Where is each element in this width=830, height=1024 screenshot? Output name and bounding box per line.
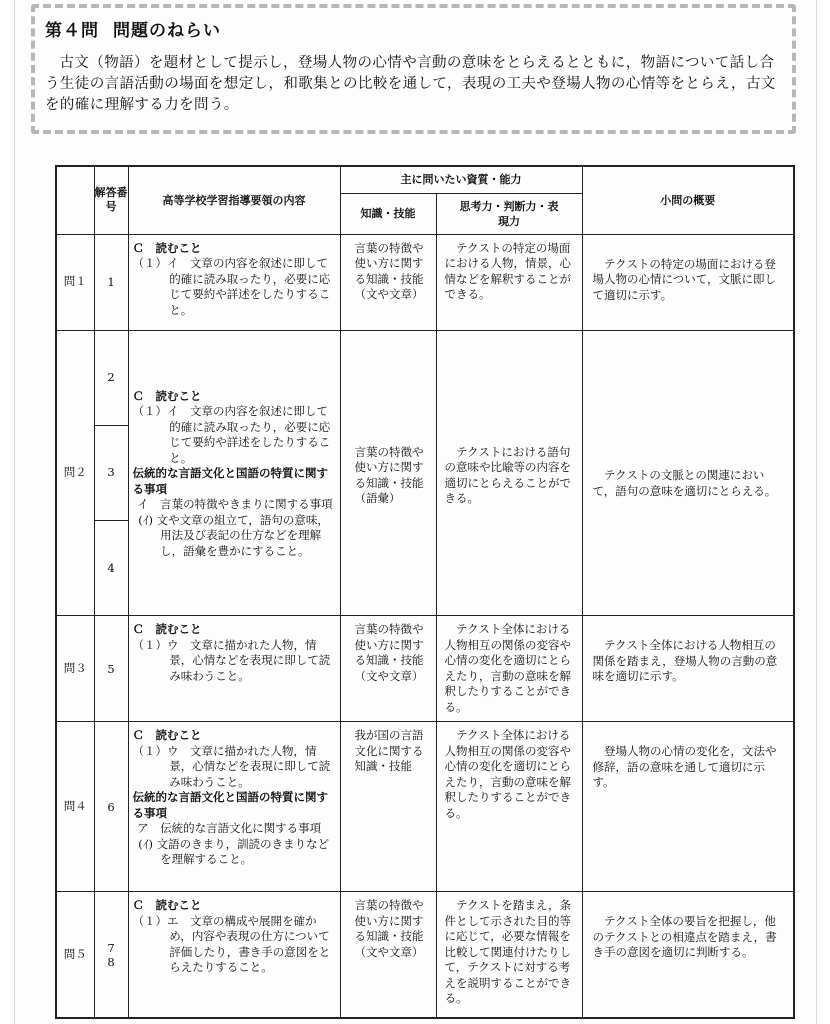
document-page [14, 0, 817, 1024]
content-item: （１）エ 文章の構成や展開を確かめ，内容や表現の仕方について評価したり，書き手の意図をとらえたりすること。 [132, 913, 331, 975]
aims-heading [45, 16, 782, 41]
knowledge-text: （文や文章） [354, 944, 424, 959]
question-label: 問４ [56, 722, 94, 892]
knowledge-cell [340, 892, 436, 1018]
summary-text: テクスト全体における人物相互の関係を踏まえ，登場人物の言動の意味を適切に示す。 [592, 638, 778, 684]
knowledge-text: 言葉の特徴や使い方に関する知識・技能 [354, 240, 424, 286]
header-abilities: 主に問いたい資質・能力 [340, 166, 582, 193]
content-item: （１）イ 文章の内容を叙述に即して的確に読み取ったり，必要に応じて要約や詳述をしたりすること。 [132, 404, 331, 465]
content-heading: Ｃ 読むこと [132, 388, 202, 403]
knowledge-text: （文や文章） [354, 668, 424, 683]
answer-number-item: 7 [107, 940, 115, 955]
answer-number-item: 8 [107, 954, 115, 969]
summary-text: 登場人物の心情の変化を，文法や修辞，語の意味を通して適切に示す。 [592, 744, 777, 790]
header-question [56, 166, 94, 234]
answer-number [94, 234, 128, 330]
thinking-cell [436, 722, 582, 892]
thinking-text: テクストを踏まえ，条件として示された目的等に応じて，必要な情報を比較して関連付けたりして，テクストに対する考えを説明することができる。 [444, 898, 572, 1006]
header-summary: 小問の概要 [582, 166, 794, 234]
question-label: 問５ [56, 892, 94, 1018]
knowledge-cell [340, 330, 436, 616]
thinking-cell [436, 892, 582, 1018]
aims-body: 古文（物語）を題材として提示し，登場人物の心情や言動の意味をとらえるとともに，物語について話し合う生徒の言語活動の場面を想定し，和歌集との比較を通して，表現の工夫や登場人物の心情等をとらえ，古文を的確に理解する力を問う。 [45, 55, 776, 113]
knowledge-cell [340, 616, 436, 722]
summary-text: テクストの特定の場面における登場人物の心情について，文脈に即して適切に示す。 [592, 256, 777, 302]
content-item: （１）イ 文章の内容を叙述に即して的確に読み取ったり，必要に応じて要約や詳述をしたりすること。 [132, 256, 331, 317]
thinking-text: テクスト全体における人物相互の関係の変容や心情の変化を適切にとらえたり，言動の意味を解釈したりすることができる。 [444, 728, 571, 820]
summary-cell [582, 616, 794, 722]
table-row [56, 330, 794, 425]
knowledge-text: 言葉の特徴や使い方に関する知識・技能 [354, 444, 424, 490]
content-heading: Ｃ 読むこと [132, 240, 202, 255]
question-label: 問２ [56, 330, 94, 616]
answer-number [94, 892, 128, 1018]
knowledge-text: 我が国の言語文化に関する知識・技能 [354, 728, 424, 774]
summary-text: テクストの文脈との関連において，語句の意味を適切にとらえる。 [592, 468, 777, 498]
knowledge-text: （語彙） [354, 491, 401, 506]
question-number: 第４問 [45, 21, 99, 41]
thinking-cell [436, 330, 582, 616]
content-heading: 伝統的な言語文化と国語の特質に関する事項 [132, 790, 328, 820]
table-body [56, 234, 794, 1018]
summary-text: テクスト全体の要旨を把握し，他のテクストとの相違点を踏まえ，書き手の意図を適切に判断する。 [592, 914, 777, 960]
table-row [56, 722, 794, 892]
curriculum-content [128, 234, 340, 330]
content-item: イ 言葉の特徴やきまりに関する事項 [137, 497, 333, 512]
curriculum-content [128, 722, 340, 892]
aims-box [31, 4, 796, 134]
content-heading: Ｃ 読むこと [132, 728, 202, 743]
knowledge-text: 言葉の特徴や使い方に関する知識・技能 [354, 898, 424, 944]
answer-number [94, 722, 128, 892]
thinking-text: テクストにおける語句の意味や比喩等の内容を適切にとらえることができる。 [444, 444, 571, 506]
answer-number: 4 [94, 521, 128, 616]
curriculum-content [128, 892, 340, 1018]
question-label: 問３ [56, 616, 94, 722]
answer-number: 2 [94, 330, 128, 425]
knowledge-cell [340, 722, 436, 892]
thinking-cell [436, 616, 582, 722]
aims-title: 問題のねらい [113, 21, 221, 41]
content-item: (ｲ) 文や文章の組立て，語句の意味，用法及び表記の仕方などを理解し，語彙を豊かにすること。 [138, 512, 329, 558]
content-heading: 伝統的な言語文化と国語の特質に関する事項 [132, 466, 328, 496]
curriculum-content [128, 616, 340, 722]
curriculum-content [128, 330, 340, 616]
summary-cell [582, 234, 794, 330]
content-heading: Ｃ 読むこと [132, 898, 202, 913]
thinking-text: テクストの特定の場面における人物，情景，心情などを解釈することができる。 [444, 240, 571, 301]
summary-cell [582, 892, 794, 1018]
thinking-cell [436, 234, 582, 330]
header-answer-no: 解答番号 [94, 166, 128, 234]
question-label: 問１ [56, 234, 94, 330]
table-row [56, 234, 794, 330]
header-thinking: 思考力・判断力・表現力 [436, 193, 582, 234]
table-row [56, 892, 794, 1018]
content-item: ア 伝統的な言語文化に関する事項 [137, 821, 322, 836]
knowledge-text: （文や文章） [354, 287, 424, 301]
table-row [56, 616, 794, 722]
curriculum-table [55, 165, 795, 1019]
header-knowledge: 知識・技能 [340, 193, 436, 234]
answer-number-item: 1 [107, 275, 115, 289]
header-curriculum: 高等学校学習指導要領の内容 [128, 166, 340, 234]
summary-cell [582, 722, 794, 892]
answer-number-item: 5 [107, 661, 115, 676]
content-item: （１）ウ 文章に描かれた人物，情景，心情などを表現に即して読み味わうこと。 [132, 743, 331, 789]
content-item: （１）ウ 文章に描かれた人物，情景，心情などを表現に即して読み味わうこと。 [132, 637, 331, 683]
knowledge-cell [340, 234, 436, 330]
thinking-text: テクスト全体における人物相互の関係の変容や心情の変化を適切にとらえたり，言動の意味を解釈したりすることができる。 [444, 622, 571, 714]
content-item: (ｲ) 文語のきまり，訓読のきまりなどを理解すること。 [138, 836, 330, 867]
knowledge-text: 言葉の特徴や使い方に関する知識・技能 [354, 622, 424, 668]
summary-cell [582, 330, 794, 616]
content-heading: Ｃ 読むこと [132, 622, 202, 637]
answer-number [94, 616, 128, 722]
answer-number: 3 [94, 425, 128, 520]
answer-number-item: 6 [107, 799, 115, 814]
